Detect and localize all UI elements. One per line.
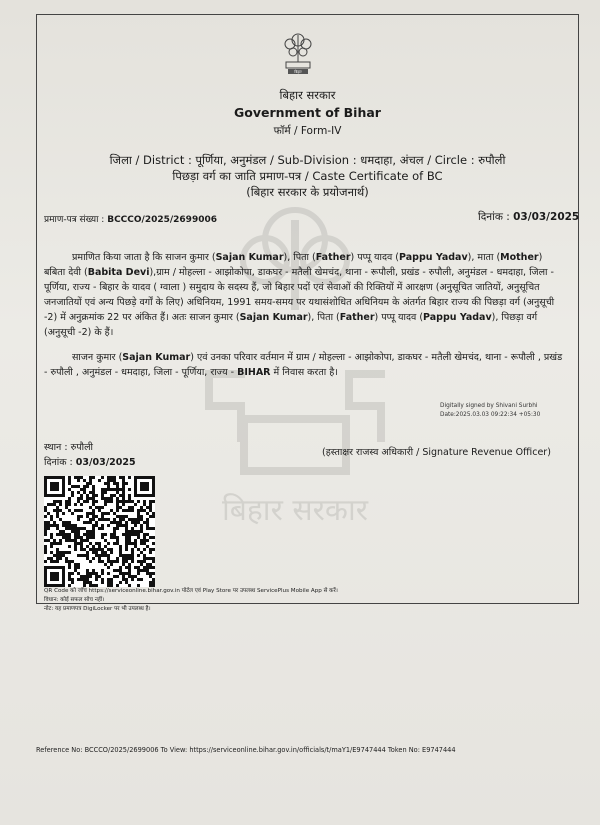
certificate-number [44,212,217,225]
certificate-paragraph-1: प्रमाणित किया जाता है कि साजन कुमार (Sajan Kumar), पिता (Father) पप्पू यादव (Pappu Yadav), माता (Mother) बबिता देवी (Babita Devi),ग्राम / मोहल्ला - आझोकोपा, डाकघर - मतैली खेमचंद, थाना - रूपौली, प्रखंड - रुपौली, अनुमंडल - धमदाहा, जिला - पूर्णिया, राज्य - बिहार के यादव ( ग्वाला ) समुदाय के सदस्य हैं, जो बिहार पदों एवं सेवाओं की रिक्तियों में आरक्षण (अनुसूचित जातियों, अनुसूचित जनजातियों एवं अन्य पिछड़े वर्गों के लिए) अधिनियम, 1991 समय-समय पर यथासंशोधित अधिनियम के अंतर्गत बिहार राज्य की पिछड़ा वर्ग (अनुसूची -2) में अनुक्रमांक 22 पर अंकित हैं। अतः साजन कुमार (Sajan Kumar), पिता (Father) पप्पू यादव (Pappu Yadav), पिछड़ा वर्ग (अनुसूची -2) के हैं। [44,252,555,338]
issue-date-value: 03/03/2025 [513,211,580,223]
emblem-label: बिहार [294,70,302,75]
certificate-number-value: BCCCO/2025/2699006 [107,215,217,225]
form-number: फॉर्म / Form-IV [273,125,342,137]
digital-signature [440,402,540,420]
bihar-emblem-icon [278,30,318,76]
place-date-line: दिनांक : 03/03/2025 [44,457,136,468]
certificate-number-label: प्रमाण-पत्र संख्या : [44,215,105,225]
watermark-text: बिहार सरकार [221,493,369,528]
digital-signature-date: Date:2025.03.03 09:22:34 +05:30 [440,412,541,418]
certificate-title: पिछड़ा वर्ग का जाति प्रमाण-पत्र / Caste Certificate of BC [172,169,443,183]
digital-signature-signer: Digitally signed by Shivani Surbhi [440,403,538,409]
qr-note-line-2: विधान: कोई सफल सोच नहीं। [44,597,105,603]
signature-officer-label: (हस्ताक्षर राजस्व अधिकारी / Signature Revenue Officer) [322,447,551,458]
header-title-english: Government of Bihar [234,105,381,120]
qr-note-line-3: नोट: यह प्रमाणपत्र DigiLocker पर भी उपलब्ध है। [44,606,151,612]
place-and-date [44,440,136,470]
qr-code [44,476,155,587]
issue-date [478,210,579,224]
qr-note [44,587,338,614]
place-line: स्थान : रुपौली [44,442,94,453]
reference-line: Reference No: BCCCO/2025/2699006 To View: https://serviceonline.bihar.gov.in/officials/t/maY1/E9747444 Token No: E9747444 [36,746,456,754]
header-title-hindi: बिहार सरकार [279,88,336,102]
district-line: जिला / District : पूर्णिया, अनुमंडल / Sub-Division : धमदाहा, अंचल / Circle : रुपौली [109,153,506,167]
qr-note-line-1: QR Code को जाँच https://serviceonline.bihar.gov.in पोर्टल एवं Play Store पर उपलब्ध ServicePlus Mobile App से करें। [44,588,338,594]
issue-date-label: दिनांक : [478,211,510,223]
certificate-purpose: (बिहार सरकार के प्रयोजनार्थ) [246,185,369,199]
certificate-paragraph-2: साजन कुमार (Sajan Kumar) एवं उनका परिवार वर्तमान में ग्राम / मोहल्ला - आझोकोपा, डाकघर - मतैली खेमचंद, थाना - रूपौली , प्रखंड - रुपौली , अनुमंडल - धमदाहा, जिला - पूर्णिया, राज्य - BIHAR में निवास करता है। [44,352,563,378]
